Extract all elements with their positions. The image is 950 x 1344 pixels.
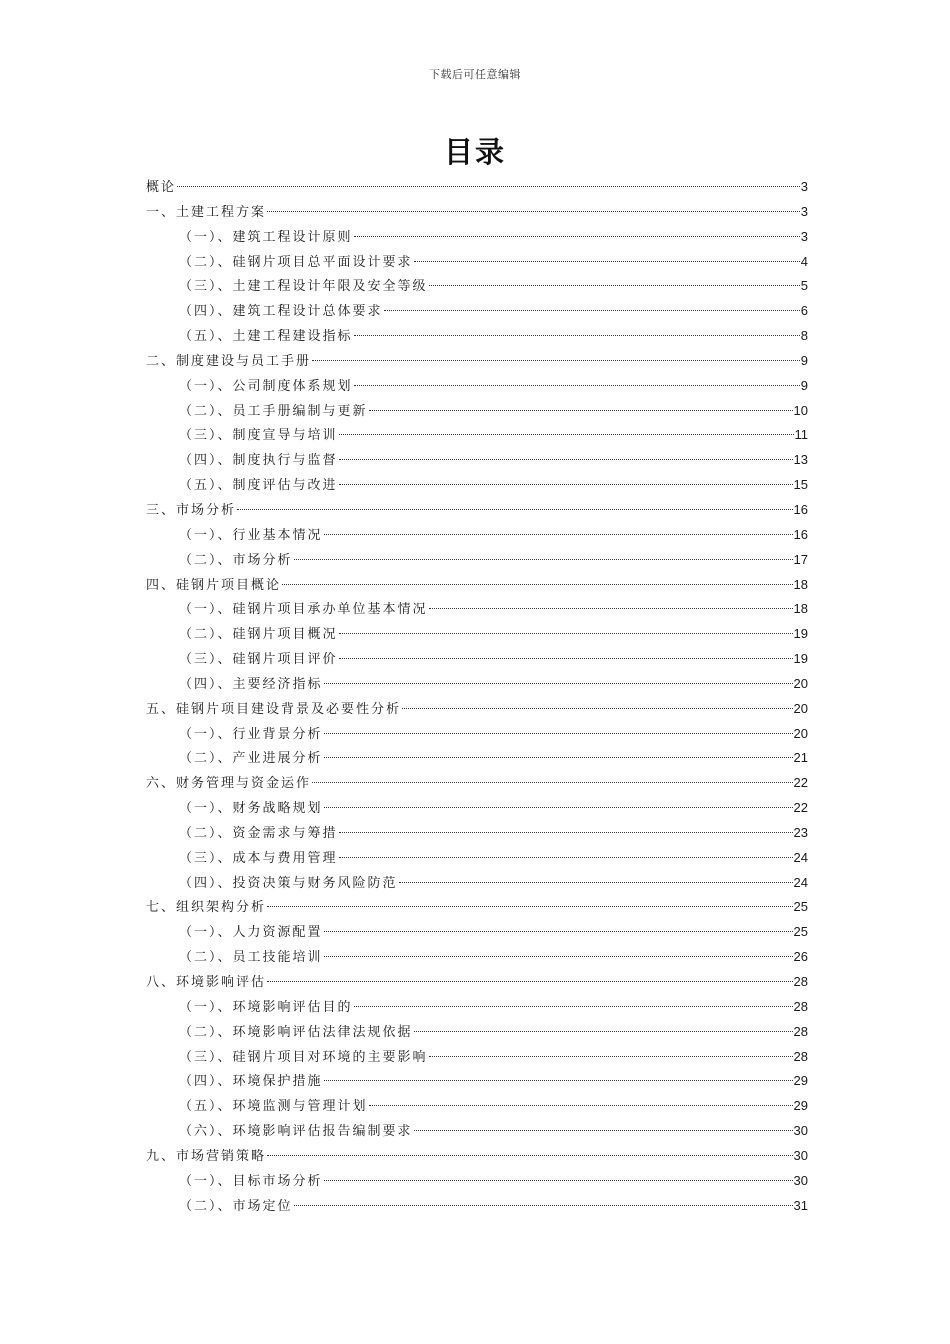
toc-dot-leader <box>282 584 793 585</box>
toc-dot-leader <box>324 807 793 808</box>
toc-dot-leader <box>312 360 800 361</box>
toc-section-entry[interactable] <box>146 1045 808 1070</box>
toc-section-entry[interactable] <box>146 945 808 970</box>
toc-dot-leader <box>339 658 793 659</box>
toc-chapter-entry[interactable] <box>146 573 808 598</box>
toc-page-number: 18 <box>793 601 808 617</box>
toc-section-entry[interactable] <box>146 1094 808 1119</box>
toc-section-entry[interactable] <box>146 473 808 498</box>
toc-section-entry[interactable] <box>146 423 808 448</box>
toc-section-entry[interactable] <box>146 1194 808 1219</box>
toc-entry-label: （三）、硅钢片项目评价 <box>179 652 338 668</box>
toc-section-entry[interactable] <box>146 324 808 349</box>
toc-dot-leader <box>339 459 793 460</box>
toc-page-number: 4 <box>800 253 808 269</box>
toc-entry-label: （二）、硅钢片项目总平面设计要求 <box>179 254 413 270</box>
toc-chapter-entry[interactable] <box>146 498 808 523</box>
toc-entry-label: （一）、人力资源配置 <box>179 925 323 941</box>
toc-dot-leader <box>324 757 793 758</box>
toc-page-number: 22 <box>793 775 808 791</box>
toc-page-number: 9 <box>800 377 808 393</box>
toc-page-number: 28 <box>793 1048 808 1064</box>
toc-page-number: 19 <box>793 626 808 642</box>
toc-chapter-entry[interactable] <box>146 771 808 796</box>
toc-entry-label: （四）、建筑工程设计总体要求 <box>179 304 383 320</box>
toc-entry-label: 九、市场营销策略 <box>146 1148 267 1164</box>
toc-page-number: 17 <box>793 551 808 567</box>
toc-dot-leader <box>354 1006 793 1007</box>
toc-page-number: 18 <box>793 576 808 592</box>
toc-section-entry[interactable] <box>146 523 808 548</box>
toc-dot-leader <box>324 956 793 957</box>
toc-page-number: 22 <box>793 800 808 816</box>
toc-entry-label: （五）、土建工程建设指标 <box>179 329 353 345</box>
page-header: 下载后可任意编辑 <box>429 68 521 81</box>
toc-page-number: 3 <box>800 203 808 219</box>
toc-page-number: 28 <box>793 1023 808 1039</box>
toc-entry-label: 四、硅钢片项目概论 <box>146 577 282 593</box>
toc-page-number: 30 <box>793 1123 808 1139</box>
toc-page-number: 3 <box>800 179 808 194</box>
toc-entry-label: （三）、硅钢片项目对环境的主要影响 <box>179 1049 428 1065</box>
toc-section-entry[interactable] <box>146 672 808 697</box>
toc-chapter-entry[interactable] <box>146 349 808 374</box>
toc-dot-leader <box>324 683 793 684</box>
toc-page-number: 16 <box>793 526 808 542</box>
toc-dot-leader <box>237 509 793 510</box>
toc-entry-label: 二、制度建设与员工手册 <box>146 353 312 369</box>
toc-chapter-entry[interactable] <box>146 1144 808 1169</box>
toc-dot-leader <box>429 285 800 286</box>
toc-entry-label: （三）、土建工程设计年限及安全等级 <box>179 279 428 295</box>
toc-entry-label: （二）、产业进展分析 <box>179 751 323 767</box>
toc-entry-label: （五）、环境监测与管理计划 <box>179 1099 368 1115</box>
toc-page-number: 20 <box>793 700 808 716</box>
toc-chapter-entry[interactable] <box>146 697 808 722</box>
toc-section-entry[interactable] <box>146 871 808 896</box>
toc-entry-label: 三、市场分析 <box>146 502 237 518</box>
toc-section-entry[interactable] <box>146 225 808 250</box>
toc-section-entry[interactable] <box>146 1069 808 1094</box>
toc-section-entry[interactable] <box>146 1119 808 1144</box>
toc-page-number: 23 <box>793 824 808 840</box>
toc-entry-label: 八、环境影响评估 <box>146 975 267 990</box>
toc-page-number: 21 <box>793 750 808 766</box>
toc-dot-leader <box>384 310 800 311</box>
toc-entry-label: 五、硅钢片项目建设背景及必要性分析 <box>146 701 402 717</box>
toc-page-number: 11 <box>794 427 808 443</box>
toc-section-entry[interactable] <box>146 995 808 1020</box>
toc-page-number: 25 <box>793 924 808 940</box>
toc-dot-leader <box>369 410 793 411</box>
toc-dot-leader <box>399 882 793 883</box>
toc-dot-leader <box>339 434 794 435</box>
toc-entry-label: （一）、财务战略规划 <box>179 801 323 817</box>
toc-entry-label: （二）、员工技能培训 <box>179 950 323 966</box>
toc-entry-label: （六）、环境影响评估报告编制要求 <box>179 1124 413 1140</box>
toc-page-number: 24 <box>793 874 808 890</box>
toc-page-number: 5 <box>800 278 808 294</box>
toc-dot-leader <box>324 1080 793 1081</box>
toc-dot-leader <box>294 559 793 560</box>
toc-page-number: 28 <box>793 998 808 1014</box>
toc-title: 目录 <box>443 135 506 169</box>
toc-dot-leader <box>267 981 793 982</box>
toc-dot-leader <box>267 211 800 212</box>
toc-entry-label: （一）、建筑工程设计原则 <box>179 229 353 245</box>
toc-entry-label: （一）、行业基本情况 <box>179 527 323 543</box>
toc-section-entry[interactable] <box>146 548 808 573</box>
table-of-contents <box>146 175 808 1218</box>
toc-section-entry[interactable] <box>146 399 808 424</box>
toc-dot-leader <box>339 832 793 833</box>
toc-section-entry[interactable] <box>146 1020 808 1045</box>
toc-section-entry[interactable] <box>146 250 808 275</box>
toc-entry-label: 一、土建工程方案 <box>146 204 267 220</box>
toc-page-number: 25 <box>793 899 808 915</box>
toc-page-number: 10 <box>793 402 808 418</box>
toc-entry-label: （二）、资金需求与筹措 <box>179 825 338 841</box>
toc-page-number: 20 <box>793 675 808 691</box>
toc-entry-label: （一）、公司制度体系规划 <box>179 378 353 394</box>
toc-page-number: 8 <box>800 328 808 344</box>
toc-section-entry[interactable] <box>146 821 808 846</box>
toc-dot-leader <box>354 335 800 336</box>
toc-dot-leader <box>339 857 793 858</box>
toc-page-number: 9 <box>800 352 808 368</box>
toc-entry-label: （四）、主要经济指标 <box>179 676 323 692</box>
toc-entry-label: 概论 <box>146 180 177 195</box>
toc-dot-leader <box>429 1056 793 1057</box>
toc-section-entry[interactable] <box>146 722 808 747</box>
toc-dot-leader <box>324 931 793 932</box>
toc-entry-label: （三）、制度宣导与培训 <box>179 428 338 444</box>
toc-section-entry[interactable] <box>146 299 808 324</box>
toc-entry-label: （一）、硅钢片项目承办单位基本情况 <box>179 602 428 618</box>
toc-page-number: 19 <box>793 651 808 667</box>
toc-section-entry[interactable] <box>146 846 808 871</box>
toc-page-number: 30 <box>793 1172 808 1188</box>
toc-dot-leader <box>177 186 800 187</box>
toc-dot-leader <box>414 1130 793 1131</box>
toc-dot-leader <box>324 534 793 535</box>
toc-dot-leader <box>354 385 800 386</box>
toc-chapter-entry[interactable] <box>146 970 808 995</box>
toc-page-number: 16 <box>793 501 808 517</box>
toc-page-number: 31 <box>793 1197 808 1213</box>
toc-section-entry[interactable] <box>146 647 808 672</box>
toc-entry-label: （四）、环境保护措施 <box>179 1074 323 1090</box>
toc-entry-label: （二）、市场分析 <box>179 552 293 568</box>
toc-entry-label: （一）、环境影响评估目的 <box>179 999 353 1015</box>
toc-section-entry[interactable] <box>146 622 808 647</box>
toc-dot-leader <box>402 708 793 709</box>
toc-dot-leader <box>354 236 800 237</box>
toc-entry-label: （二）、员工手册编制与更新 <box>179 403 368 419</box>
toc-section-entry[interactable] <box>146 1169 808 1194</box>
toc-entry-label: （二）、硅钢片项目概况 <box>179 627 338 643</box>
toc-entry-label: 六、财务管理与资金运作 <box>146 776 312 792</box>
toc-entry-label: （四）、制度执行与监督 <box>179 453 338 469</box>
toc-section-entry[interactable] <box>146 746 808 771</box>
toc-section-entry[interactable] <box>146 796 808 821</box>
toc-page-number: 28 <box>793 974 808 989</box>
toc-dot-leader <box>339 484 793 485</box>
toc-page-number: 30 <box>793 1147 808 1163</box>
toc-section-entry[interactable] <box>146 374 808 399</box>
toc-section-entry[interactable] <box>146 597 808 622</box>
toc-section-entry[interactable] <box>146 274 808 299</box>
toc-entry-label: （四）、投资决策与财务风险防范 <box>179 875 398 891</box>
toc-chapter-entry[interactable] <box>146 200 808 225</box>
toc-page-number: 6 <box>800 303 808 319</box>
toc-entry-label: （二）、环境影响评估法律法规依据 <box>179 1024 413 1040</box>
toc-dot-leader <box>324 1180 793 1181</box>
toc-page-number: 20 <box>793 725 808 741</box>
toc-page-number: 3 <box>800 228 808 244</box>
toc-entry-label: 七、组织架构分析 <box>146 900 267 916</box>
toc-page-number: 13 <box>793 452 808 468</box>
toc-dot-leader <box>312 782 793 783</box>
toc-dot-leader <box>429 608 793 609</box>
toc-dot-leader <box>267 1155 793 1156</box>
toc-entry-label: （三）、成本与费用管理 <box>179 850 338 866</box>
toc-page-number: 24 <box>793 849 808 865</box>
toc-dot-leader <box>324 733 793 734</box>
toc-chapter-entry[interactable] <box>146 895 808 920</box>
toc-dot-leader <box>267 906 793 907</box>
toc-page-number: 29 <box>793 1098 808 1114</box>
toc-page-number: 26 <box>793 949 808 965</box>
toc-page-number: 29 <box>793 1073 808 1089</box>
toc-entry-label: （五）、制度评估与改进 <box>179 478 338 494</box>
toc-section-entry[interactable] <box>146 448 808 473</box>
toc-dot-leader <box>339 633 793 634</box>
toc-dot-leader <box>369 1105 793 1106</box>
toc-entry-label: （一）、行业背景分析 <box>179 726 323 742</box>
toc-dot-leader <box>294 1205 793 1206</box>
toc-section-entry[interactable] <box>146 920 808 945</box>
toc-dot-leader <box>414 1031 793 1032</box>
toc-entry-label: （二）、市场定位 <box>179 1198 293 1214</box>
toc-chapter-entry[interactable] <box>146 175 808 200</box>
toc-entry-label: （一）、目标市场分析 <box>179 1173 323 1189</box>
toc-page-number: 15 <box>793 477 808 493</box>
toc-dot-leader <box>414 261 800 262</box>
